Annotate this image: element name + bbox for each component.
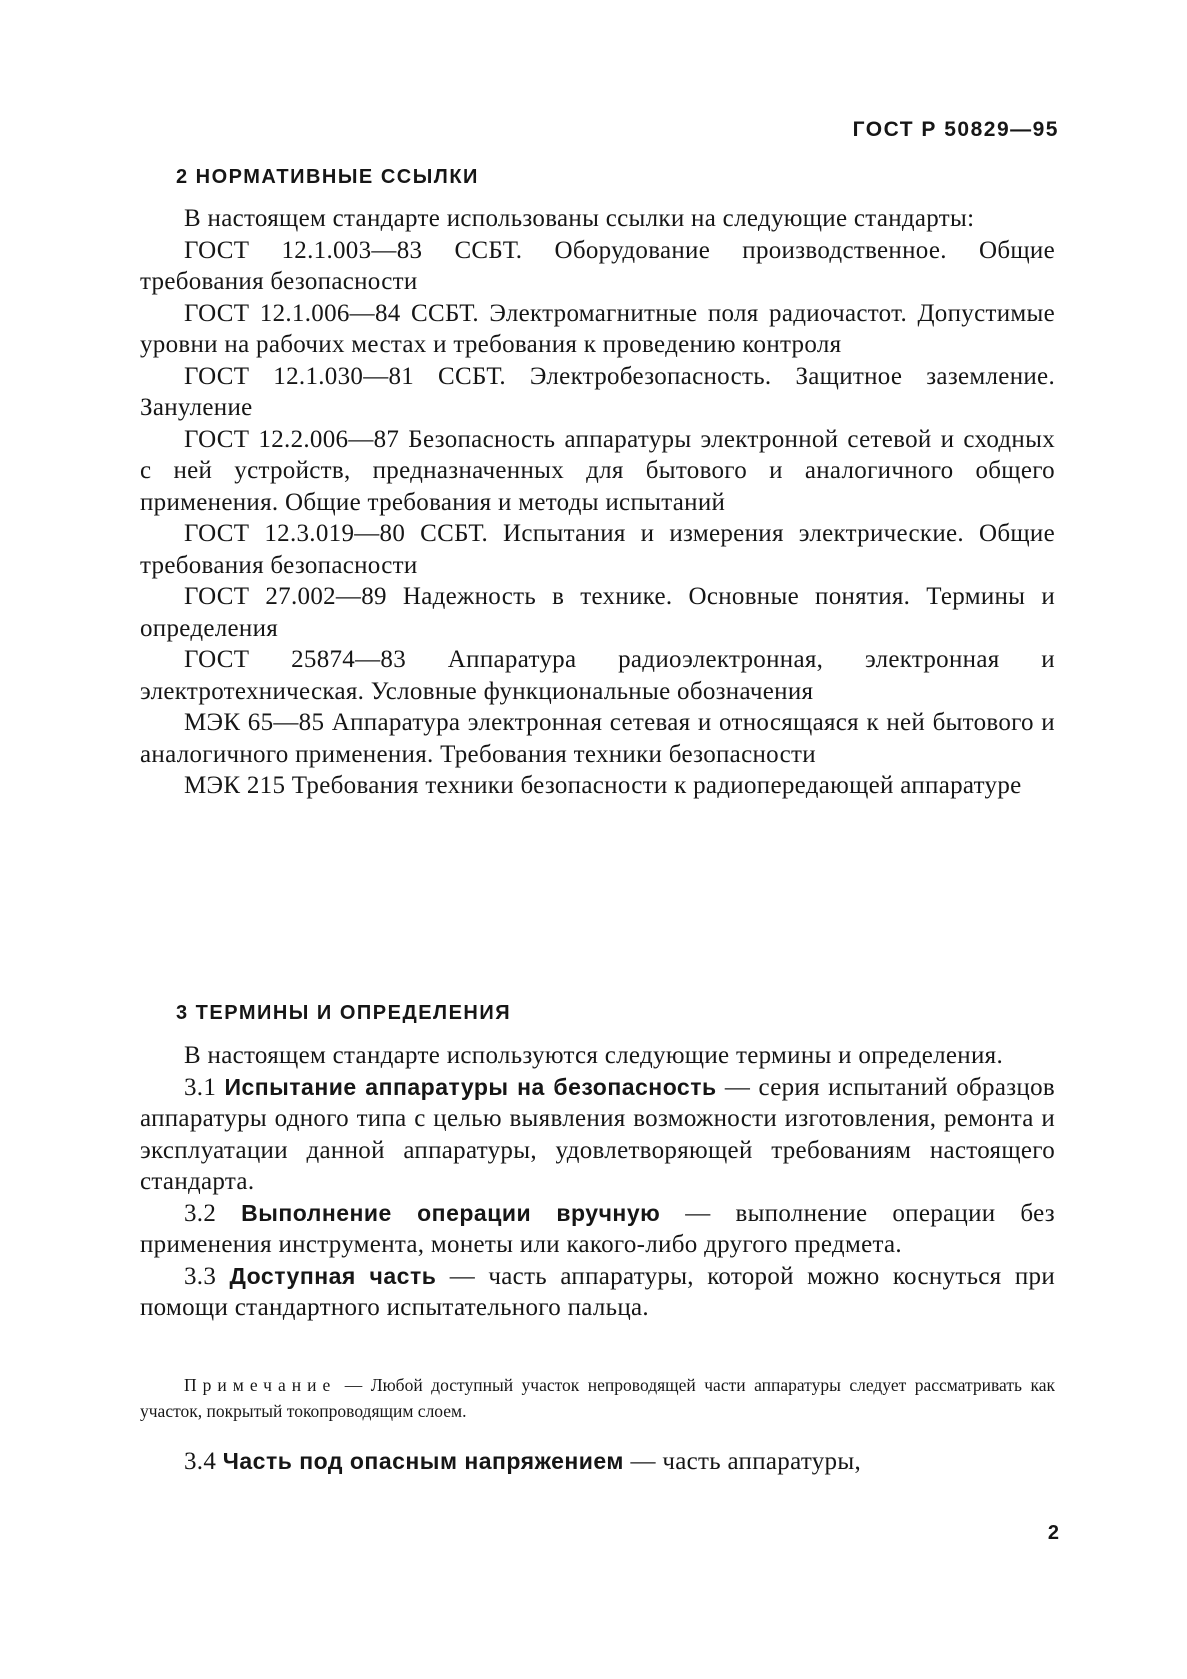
document-code: ГОСТ Р 50829—95 [852, 118, 1059, 141]
term-3-1 [140, 1072, 1055, 1198]
note-text: — Любой доступный участок непроводящей части аппаратуры следует рассматривать как участок, покрытый токопроводящим слоем. [140, 1375, 1055, 1421]
term-number: 3.2 [184, 1199, 217, 1227]
section-2-heading: 2 НОРМАТИВНЫЕ ССЫЛКИ [176, 166, 479, 188]
reference-item: ГОСТ 12.1.003—83 ССБТ. Оборудование производственное. Общие требования безопасности [140, 236, 1055, 295]
term-title: Испытание аппаратуры на безопасность [224, 1073, 717, 1100]
term-title: Выполнение операции вручную [241, 1199, 661, 1226]
term-title: Часть под опасным напряжением [222, 1448, 624, 1474]
reference-item: ГОСТ 25874—83 Аппаратура радиоэлектронная, электронная и электротехническая. Условные функциональные обозначения [140, 646, 1055, 705]
section-3-heading: 3 ТЕРМИНЫ И ОПРЕДЕЛЕНИЯ [176, 1002, 512, 1024]
term-number: 3.3 [184, 1262, 217, 1290]
reference-item: ГОСТ 12.2.006—87 Безопасность аппаратуры электронной сетевой и сходных с ней устройств, предназначенных для бытового и аналогичного общего применения. Общие требования и методы испытаний [140, 425, 1055, 516]
reference-item: ГОСТ 12.3.019—80 ССБТ. Испытания и измерения электрические. Общие требования безопасности [140, 520, 1055, 579]
section-3-body [140, 1040, 1055, 1324]
reference-item: МЭК 65—85 Аппаратура электронная сетевая и относящаяся к ней бытового и аналогичного применения. Требования техники безопасности [140, 709, 1055, 768]
section-2-body [140, 203, 1055, 802]
term-number: 3.4 [184, 1448, 217, 1475]
term-3-4 [140, 1446, 1055, 1478]
reference-item: ГОСТ 12.1.030—81 ССБТ. Электробезопасность. Защитное заземление. Зануление [140, 362, 1055, 421]
term-definition: — серия испытаний образцов аппаратуры одного типа с целью выявления возможности изготовления, ремонта и эксплуатации данной аппаратуры, удовлетворяющей требованиям настоящего стандарта. [140, 1073, 1055, 1195]
reference-item: ГОСТ 12.1.006—84 ССБТ. Электромагнитные поля радиочастот. Допустимые уровни на рабочих местах и требования к проведению контроля [140, 299, 1055, 358]
note-label: Примечание [184, 1375, 337, 1395]
term-definition: — часть аппаратуры, которой можно коснуться при помощи стандартного испытательного пальца. [140, 1262, 1055, 1321]
page-number: 2 [1047, 1522, 1059, 1544]
term-title: Доступная часть [229, 1262, 437, 1289]
term-3-3 [140, 1261, 1055, 1324]
term-definition: — часть аппаратуры, [630, 1448, 861, 1475]
term-definition: — выполнение операции без применения инструмента, монеты или какого-либо другого предмета. [140, 1199, 1055, 1258]
term-3-2 [140, 1198, 1055, 1261]
term-number: 3.1 [184, 1073, 217, 1101]
terms-intro: В настоящем стандарте используются следующие термины и определения. [184, 1042, 1004, 1069]
note [140, 1372, 1055, 1424]
reference-item: МЭК 215 Требования техники безопасности к радиопередающей аппаратуре [184, 772, 1022, 799]
references-intro: В настоящем стандарте использованы ссылки на следующие стандарты: [184, 205, 975, 232]
reference-item: ГОСТ 27.002—89 Надежность в технике. Основные понятия. Термины и определения [140, 583, 1055, 642]
